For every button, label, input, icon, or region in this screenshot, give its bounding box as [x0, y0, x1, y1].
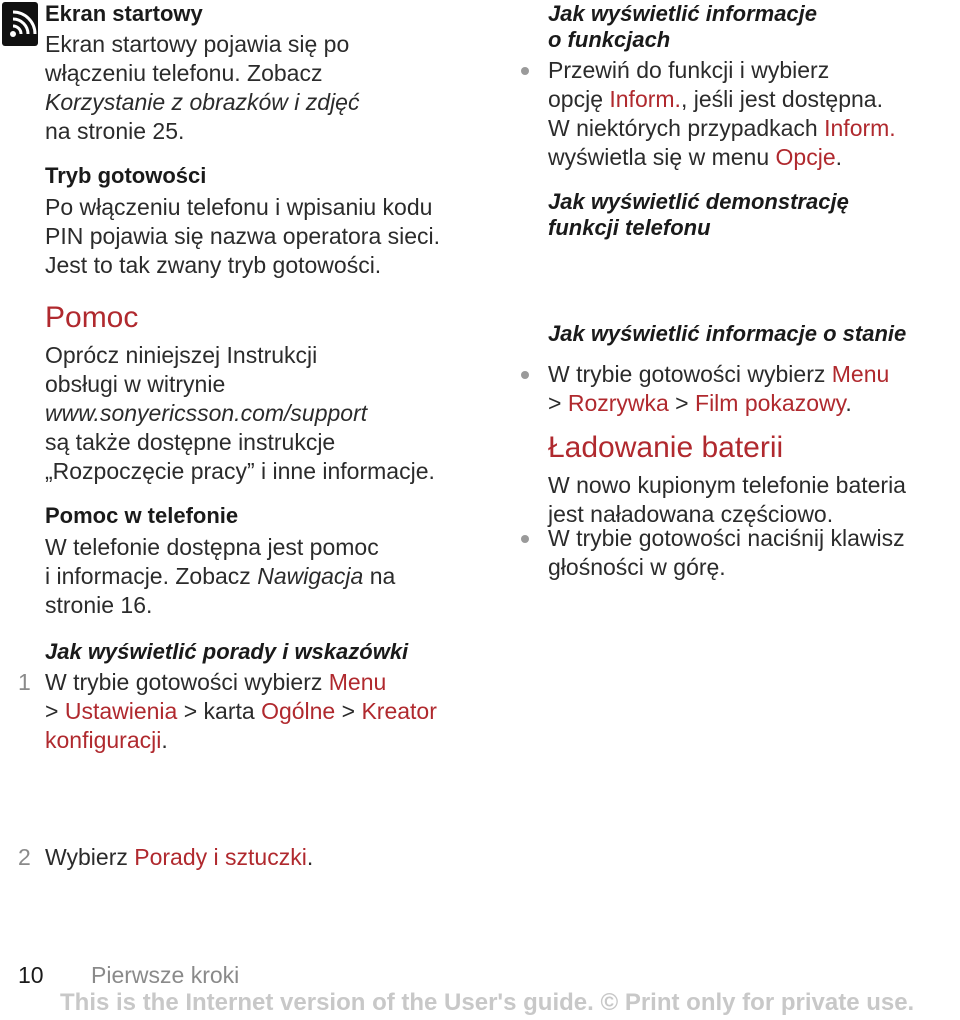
left-column: [18, 0, 475, 870]
disclaimer: This is the Internet version of the User's guide. © Print only for private use.: [60, 989, 915, 1016]
text-line: Jest to tak zwany tryb gotowości.: [45, 252, 382, 278]
inform-link[interactable]: Inform.: [609, 86, 681, 112]
heading-informacje-o-funkcjach-l2: o funkcjach: [548, 27, 671, 52]
ogolne-link[interactable]: Ogólne: [261, 698, 336, 724]
bullet-item: [548, 56, 953, 172]
text-line: stronie 16.: [45, 592, 153, 618]
heading-demonstracja: Jak wyświetlić demonstrację: [548, 189, 849, 214]
nawigacja-reference: Nawigacja: [257, 563, 364, 589]
step-line: [45, 697, 475, 726]
right-column: [548, 0, 953, 580]
text-span: >: [668, 390, 696, 416]
heading-ladowanie-baterii: Ładowanie baterii: [548, 431, 784, 464]
text-line: Po włączeniu telefonu i wpisaniu kodu: [45, 194, 433, 220]
bullet-item: [548, 524, 953, 582]
film-pokazowy-link[interactable]: Film pokazowy: [695, 390, 846, 416]
step-line: [45, 843, 475, 872]
text-line: na stronie 25.: [45, 118, 185, 144]
heading-informacje-o-funkcjach: Jak wyświetlić informacje: [548, 1, 818, 26]
kreator-link[interactable]: Kreator: [361, 698, 437, 724]
bullet-dot: [521, 371, 529, 379]
porady-link[interactable]: Porady i sztuczki: [134, 844, 307, 870]
text-line: Oprócz niniejszej Instrukcji: [45, 342, 318, 368]
step-number: 1: [18, 669, 31, 695]
text-span: >: [548, 390, 568, 416]
text-line: W nowo kupionym telefonie bateria: [548, 472, 906, 498]
text-line: Przewiń do funkcji i wybierz: [548, 57, 830, 83]
step-line: [45, 668, 475, 697]
heading-porady: Jak wyświetlić porady i wskazówki: [45, 639, 409, 664]
text-span: wyświetla się w menu: [548, 144, 776, 170]
text-span: >: [335, 698, 362, 724]
text-line: [548, 360, 953, 389]
text-span: >: [45, 698, 65, 724]
bullet-item: [548, 360, 953, 418]
text-line: [45, 562, 395, 591]
text-line: W trybie gotowości naciśnij klawisz: [548, 525, 905, 551]
text-span: i informacje. Zobacz: [45, 563, 258, 589]
text-span: > karta: [177, 698, 262, 724]
text-line: głośności w górę.: [548, 554, 726, 580]
signal-waves-icon: [2, 2, 38, 46]
heading-demonstracja-l2: funkcji telefonu: [548, 215, 711, 240]
text-span: W trybie gotowości wybierz: [548, 361, 832, 387]
text-span: .: [306, 844, 314, 870]
step-number: 2: [18, 844, 31, 870]
heading-ekran-startowy: Ekran startowy: [45, 1, 203, 26]
text-line: [548, 114, 953, 143]
inform-link[interactable]: Inform.: [824, 115, 896, 141]
text-span: opcję: [548, 86, 610, 112]
text-line: PIN pojawia się nazwa operatora sieci.: [45, 223, 441, 249]
text-span: .: [845, 390, 852, 416]
menu-link[interactable]: Menu: [831, 361, 890, 387]
text-line: są także dostępne instrukcje: [45, 429, 336, 455]
opcje-link[interactable]: Opcje: [775, 144, 836, 170]
text-span: .: [835, 144, 843, 170]
text-line: jest naładowana częściowo.: [548, 501, 834, 527]
text-span: Wybierz: [45, 844, 135, 870]
text-line: [548, 143, 953, 172]
text-span: , jeśli jest dostępna.: [680, 86, 883, 112]
step-2: [18, 843, 475, 872]
step-line: [45, 726, 475, 755]
section-title: Pierwsze kroki: [91, 962, 240, 988]
text-line: włączeniu telefonu. Zobacz: [45, 60, 323, 86]
page-number: 10: [18, 962, 44, 988]
konfiguracji-link[interactable]: konfiguracji: [45, 727, 162, 753]
support-link[interactable]: www.sonyericsson.com/support: [45, 400, 368, 426]
text-line: Ekran startowy pojawia się po: [45, 31, 350, 57]
rozrywka-link[interactable]: Rozrywka: [567, 390, 669, 416]
bullet-dot: [521, 535, 529, 543]
menu-link[interactable]: Menu: [328, 669, 387, 695]
heading-informacje-o-stanie: Jak wyświetlić informacje o stanie: [548, 321, 907, 346]
text-line: „Rozpoczęcie pracy” i inne informacje.: [45, 458, 435, 484]
text-line: Korzystanie z obrazków i zdjęć: [45, 89, 360, 115]
text-span: W niektórych przypadkach: [548, 115, 825, 141]
text-span: W trybie gotowości wybierz: [45, 669, 329, 695]
heading-pomoc: Pomoc: [45, 301, 139, 334]
text-line: W telefonie dostępna jest pomoc: [45, 534, 379, 560]
bullet-dot: [521, 67, 529, 75]
step-1: [18, 668, 475, 755]
heading-tryb-gotowosci: Tryb gotowości: [45, 163, 207, 188]
heading-pomoc-w-telefonie: Pomoc w telefonie: [45, 503, 239, 528]
text-span: na: [363, 563, 396, 589]
text-line: [548, 85, 953, 114]
text-line: obsługi w witrynie: [45, 371, 226, 397]
ustawienia-link[interactable]: Ustawienia: [64, 698, 178, 724]
text-line: [548, 389, 953, 418]
text-span: .: [161, 727, 168, 753]
